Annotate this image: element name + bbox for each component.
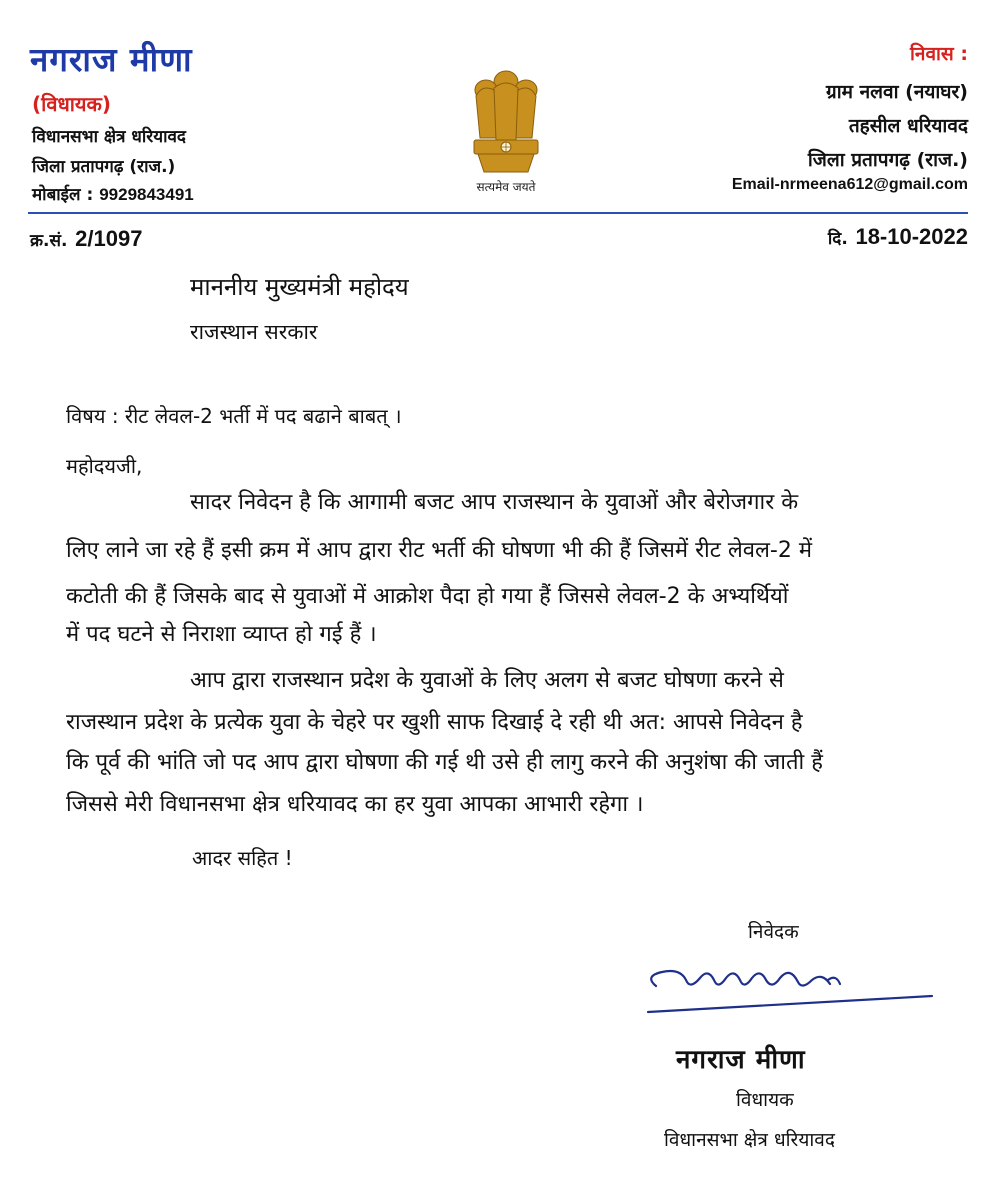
residence-tehsil: तहसील धरियावद [848,115,968,137]
body-line: कटोती की हैं जिसके बाद से युवाओं में आक्रोश पैदा हो गया हैं जिससे लेवल-2 के अभ्यर्थियों [66,584,789,609]
reference-number [30,226,142,252]
letter-date [828,224,968,250]
signatory-constituency: विधानसभा क्षेत्र धरियावद [664,1129,835,1151]
salutation: महोदयजी, [66,454,143,478]
body-line: जिससे मेरी विधानसभा क्षेत्र धरियावद का हर युवा आपका आभारी रहेगा । [66,792,644,817]
email-address: Email-nrmeena612@gmail.com [731,176,968,193]
residence-district: जिला प्रतापगढ़ (राज.) [807,149,968,171]
body-line: राजस्थान प्रदेश के प्रत्येक युवा के चेहरे पर खुशी साफ दिखाई दे रही थी अत: आपसे निवेदन है [66,710,803,735]
signatory-label: निवेदक [748,921,799,943]
letterhead-mobile [32,182,194,205]
date-value: 18-10-2022 [855,224,968,249]
addressee-line2: राजस्थान सरकार [190,320,318,344]
body-line: में पद घटने से निराशा व्याप्त हो गई हैं । [66,622,377,647]
reference-label: क्र.सं. [30,231,68,251]
reference-value: 2/1097 [75,226,143,251]
residence-village: ग्राम नलवा (नयाघर) [826,81,968,103]
mobile-number: 9929843491 [99,185,194,204]
letterhead-name: नगराज मीणा [30,40,193,79]
signatory-role: विधायक [736,1089,794,1111]
letterhead-district: जिला प्रतापगढ़ (राज.) [32,157,176,177]
mobile-label: मोबाईल : [32,185,94,205]
letterhead-divider [28,212,968,214]
signatory-name: नगराज मीणा [676,1045,806,1075]
letterhead-role: (विधायक) [32,92,112,116]
emblem-caption: सत्यमेव जयते [476,180,536,194]
body-line: कि पूर्व की भांति जो पद आप द्वारा घोषणा की गई थी उसे ही लागु करने की अनुशंषा की जाती हैं [66,750,823,775]
date-label: दि. [827,229,848,249]
body-line: लिए लाने जा रहे हैं इसी क्रम में आप द्वारा रीट भर्ती की घोषणा भी की हैं जिसमें रीट लेवल-2 में [66,538,812,563]
residence-label: निवास : [909,43,968,65]
handwritten-signature [640,950,940,1030]
body-line: सादर निवेदन है कि आगामी बजट आप राजस्थान के युवाओं और बेरोजगार के [190,490,799,515]
addressee-line1: माननीय मुख्यमंत्री महोदय [190,273,409,301]
subject-line: विषय : रीट लेवल-2 भर्ती में पद बढाने बाबत् । [66,404,402,428]
closing-line: आदर सहित ! [192,846,293,870]
letterhead-constituency: विधानसभा क्षेत्र धरियावद [32,127,186,147]
body-line: आप द्वारा राजस्थान प्रदेश के युवाओं के लिए अलग से बजट घोषणा करने से [190,668,784,693]
